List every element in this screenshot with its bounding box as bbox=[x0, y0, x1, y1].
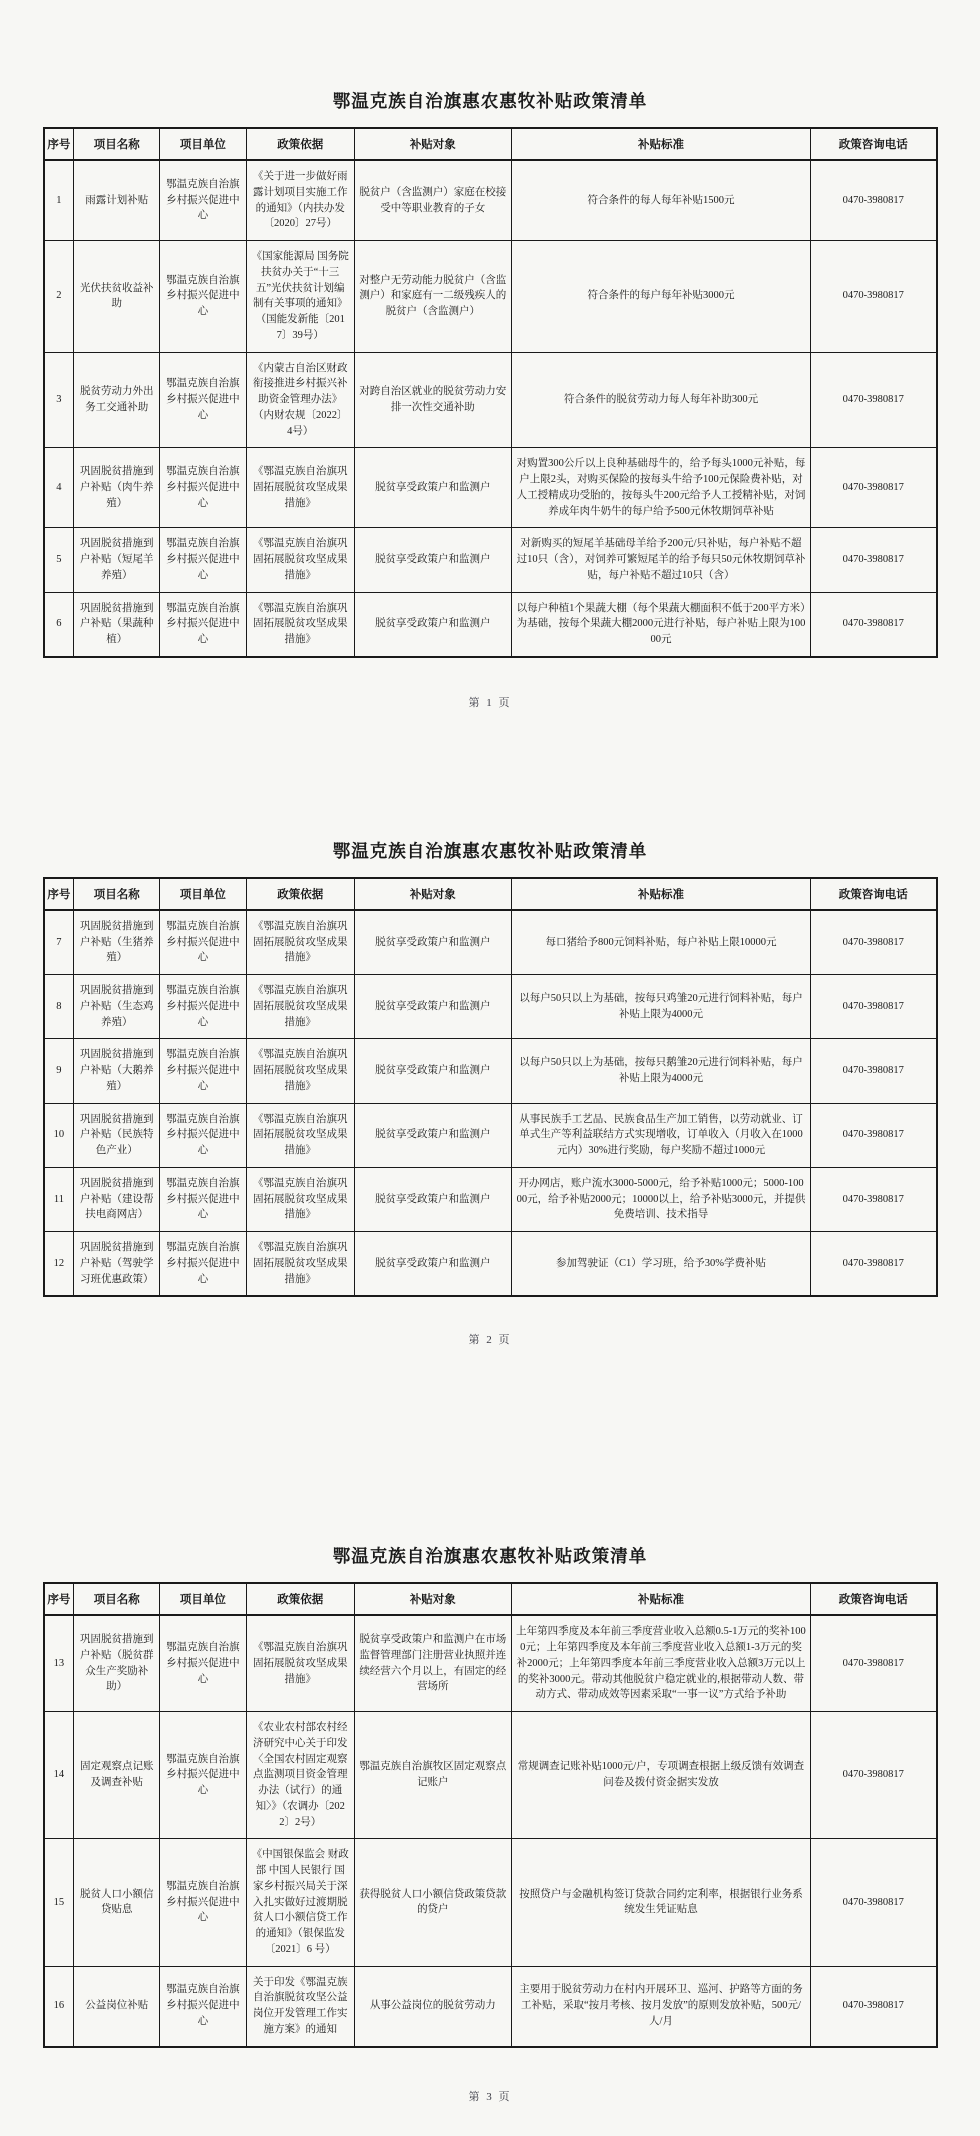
cell-subsidy-standard: 上年第四季度及本年前三季度营业收入总额0.5-1万元的奖补1000元；上年第四季度及本年前三季度营业收入总额1-3万元的奖补2000元；上年第四季度本年前三季度营业收入总额3万元以上的奖补3000元。带动其他脱贫户稳定就业的,根据带动人数、带动方式、带动成效等因素采取“一事一议”方式给予补助 bbox=[511, 1615, 810, 1711]
cell-project-name: 巩固脱贫措施到户补贴（脱贫群众生产奖励补助） bbox=[74, 1615, 160, 1711]
table-row bbox=[44, 1103, 937, 1167]
column-header-subsidy-standard: 补贴标准 bbox=[511, 128, 810, 160]
cell-row-number: 12 bbox=[44, 1232, 74, 1297]
table-row bbox=[44, 1232, 937, 1297]
cell-subsidy-target: 脱贫享受政策户和监测户 bbox=[354, 1039, 511, 1103]
column-header-subsidy-standard: 补贴标准 bbox=[511, 878, 810, 910]
cell-subsidy-standard: 符合条件的脱贫劳动力每人每年补助300元 bbox=[511, 352, 810, 448]
cell-project-unit: 鄂温克族自治旗乡村振兴促进中心 bbox=[160, 1615, 247, 1711]
table-row bbox=[44, 1167, 937, 1231]
table-row bbox=[44, 910, 937, 975]
cell-project-unit: 鄂温克族自治旗乡村振兴促进中心 bbox=[160, 910, 247, 975]
cell-subsidy-target: 脱贫享受政策户和监测户 bbox=[354, 910, 511, 975]
table-row bbox=[44, 1966, 937, 2047]
page-footer: 第 1 页 bbox=[468, 696, 512, 709]
cell-project-name: 巩固脱贫措施到户补贴（生态鸡养殖） bbox=[74, 975, 160, 1039]
cell-subsidy-standard: 对购置300公斤以上良种基础母牛的，给予每头1000元补贴，每户上限2头，对购买保险的按每头牛给予100元保险费补贴，对人工授精成功受胎的，按每头牛200元给予人工授精补贴，对饲养成年肉牛奶牛的每户给予500元休牧期饲草补贴 bbox=[511, 448, 810, 528]
column-header-policy-basis: 政策依据 bbox=[246, 1583, 354, 1615]
page-title: 鄂温克族自治旗惠农惠牧补贴政策清单 bbox=[332, 91, 648, 111]
cell-row-number: 8 bbox=[44, 975, 74, 1039]
cell-project-unit: 鄂温克族自治旗乡村振兴促进中心 bbox=[160, 1103, 247, 1167]
column-header-subsidy-target: 补贴对象 bbox=[354, 1583, 511, 1615]
column-header-policy-phone: 政策咨询电话 bbox=[811, 1583, 937, 1615]
cell-policy-phone: 0470-3980817 bbox=[811, 352, 937, 448]
cell-row-number: 2 bbox=[44, 241, 74, 353]
cell-subsidy-standard: 常规调查记账补贴1000元/户，专项调查根据上级反馈有效调查问卷及拨付资金据实发放 bbox=[511, 1712, 810, 1839]
cell-policy-phone: 0470-3980817 bbox=[811, 1712, 937, 1839]
cell-row-number: 7 bbox=[44, 910, 74, 975]
table-row bbox=[44, 448, 937, 528]
cell-project-unit: 鄂温克族自治旗乡村振兴促进中心 bbox=[160, 1966, 247, 2047]
column-header-policy-basis: 政策依据 bbox=[246, 128, 354, 160]
cell-row-number: 6 bbox=[44, 592, 74, 657]
cell-subsidy-target: 脱贫户（含监测户）家庭在校接受中等职业教育的子女 bbox=[354, 160, 511, 241]
cell-subsidy-standard: 对新购买的短尾羊基础母羊给予200元/只补贴，每户补贴不超过10只（含），对饲养可繁短尾羊的给予每只50元休牧期饲草补贴，每户补贴不超过10只（含） bbox=[511, 528, 810, 592]
cell-subsidy-standard: 每口猪给予800元饲料补贴，每户补贴上限10000元 bbox=[511, 910, 810, 975]
cell-policy-phone: 0470-3980817 bbox=[811, 592, 937, 657]
cell-policy-basis: 《内蒙古自治区财政衔接推进乡村振兴补助资金管理办法》（内财农规〔2022〕4号） bbox=[246, 352, 354, 448]
cell-policy-basis: 《鄂温克族自治旗巩固拓展脱贫攻坚成果措施》 bbox=[246, 1167, 354, 1231]
cell-subsidy-standard: 按照贷户与金融机构签订贷款合同约定利率，根据银行业务系统发生凭证贴息 bbox=[511, 1839, 810, 1966]
cell-policy-basis: 《鄂温克族自治旗巩固拓展脱贫攻坚成果措施》 bbox=[246, 528, 354, 592]
table-header-row bbox=[44, 878, 937, 910]
cell-subsidy-target: 获得脱贫人口小额信贷政策贷款的贷户 bbox=[354, 1839, 511, 1966]
cell-project-unit: 鄂温克族自治旗乡村振兴促进中心 bbox=[160, 1712, 247, 1839]
cell-policy-phone: 0470-3980817 bbox=[811, 160, 937, 241]
table-row bbox=[44, 592, 937, 657]
table-row bbox=[44, 241, 937, 353]
cell-policy-basis: 关于印发《鄂温克族自治旗脱贫攻坚公益岗位开发管理工作实施方案》的通知 bbox=[246, 1966, 354, 2047]
cell-policy-basis: 《关于进一步做好雨露计划项目实施工作的通知》（内扶办发〔2020〕27号） bbox=[246, 160, 354, 241]
column-header-subsidy-target: 补贴对象 bbox=[354, 128, 511, 160]
cell-policy-phone: 0470-3980817 bbox=[811, 975, 937, 1039]
cell-subsidy-target: 鄂温克族自治旗牧区固定观察点记账户 bbox=[354, 1712, 511, 1839]
cell-project-name: 巩固脱贫措施到户补贴（民族特色产业） bbox=[74, 1103, 160, 1167]
cell-row-number: 14 bbox=[44, 1712, 74, 1839]
cell-policy-basis: 《鄂温克族自治旗巩固拓展脱贫攻坚成果措施》 bbox=[246, 910, 354, 975]
policy-table bbox=[43, 127, 938, 658]
cell-project-unit: 鄂温克族自治旗乡村振兴促进中心 bbox=[160, 1167, 247, 1231]
column-header-policy-basis: 政策依据 bbox=[246, 878, 354, 910]
column-header-project-name: 项目名称 bbox=[74, 878, 160, 910]
cell-project-name: 巩固脱贫措施到户补贴（驾驶学习班优惠政策） bbox=[74, 1232, 160, 1297]
column-header-project-name: 项目名称 bbox=[74, 1583, 160, 1615]
cell-project-unit: 鄂温克族自治旗乡村振兴促进中心 bbox=[160, 592, 247, 657]
cell-project-name: 雨露计划补贴 bbox=[74, 160, 160, 241]
cell-subsidy-standard: 以每户种植1个果蔬大棚（每个果蔬大棚面积不低于200平方米）为基础，按每个果蔬大棚2000元进行补贴，每户补贴上限为10000元 bbox=[511, 592, 810, 657]
cell-policy-phone: 0470-3980817 bbox=[811, 1966, 937, 2047]
cell-policy-phone: 0470-3980817 bbox=[811, 1232, 937, 1297]
column-header-project-name: 项目名称 bbox=[74, 128, 160, 160]
cell-project-unit: 鄂温克族自治旗乡村振兴促进中心 bbox=[160, 1839, 247, 1966]
cell-project-unit: 鄂温克族自治旗乡村振兴促进中心 bbox=[160, 1232, 247, 1297]
column-header-project-unit: 项目单位 bbox=[160, 1583, 247, 1615]
cell-subsidy-target: 脱贫享受政策户和监测户 bbox=[354, 528, 511, 592]
column-header-row-number: 序号 bbox=[44, 1583, 74, 1615]
cell-policy-phone: 0470-3980817 bbox=[811, 528, 937, 592]
cell-project-unit: 鄂温克族自治旗乡村振兴促进中心 bbox=[160, 975, 247, 1039]
cell-policy-phone: 0470-3980817 bbox=[811, 448, 937, 528]
cell-project-name: 光伏扶贫收益补助 bbox=[74, 241, 160, 353]
cell-row-number: 9 bbox=[44, 1039, 74, 1103]
cell-project-unit: 鄂温克族自治旗乡村振兴促进中心 bbox=[160, 241, 247, 353]
column-header-policy-phone: 政策咨询电话 bbox=[811, 878, 937, 910]
cell-row-number: 5 bbox=[44, 528, 74, 592]
cell-policy-basis: 《鄂温克族自治旗巩固拓展脱贫攻坚成果措施》 bbox=[246, 1103, 354, 1167]
cell-policy-basis: 《鄂温克族自治旗巩固拓展脱贫攻坚成果措施》 bbox=[246, 1232, 354, 1297]
table-row bbox=[44, 975, 937, 1039]
cell-policy-phone: 0470-3980817 bbox=[811, 910, 937, 975]
cell-subsidy-standard: 开办网店，账户流水3000-5000元，给予补贴1000元；5000-10000元，给予补贴2000元；10000以上，给予补贴3000元，并提供免费培训、技术指导 bbox=[511, 1167, 810, 1231]
cell-subsidy-standard: 以每户50只以上为基础，按每只鹅雏20元进行饲料补贴，每户补贴上限为4000元 bbox=[511, 1039, 810, 1103]
cell-row-number: 10 bbox=[44, 1103, 74, 1167]
cell-subsidy-target: 脱贫享受政策户和监测户 bbox=[354, 592, 511, 657]
cell-policy-basis: 《鄂温克族自治旗巩固拓展脱贫攻坚成果措施》 bbox=[246, 1039, 354, 1103]
cell-subsidy-target: 脱贫享受政策户和监测户在市场监督管理部门注册营业执照并连续经营六个月以上，有固定的经营场所 bbox=[354, 1615, 511, 1711]
cell-project-name: 固定观察点记账及调查补贴 bbox=[74, 1712, 160, 1839]
cell-subsidy-target: 对整户无劳动能力脱贫户（含监测户）和家庭有一二级残疾人的脱贫户（含监测户） bbox=[354, 241, 511, 353]
cell-subsidy-standard: 参加驾驶证（C1）学习班，给予30%学费补贴 bbox=[511, 1232, 810, 1297]
column-header-subsidy-target: 补贴对象 bbox=[354, 878, 511, 910]
table-row bbox=[44, 528, 937, 592]
cell-subsidy-standard: 主要用于脱贫劳动力在村内开展环卫、巡河、护路等方面的务工补贴，采取“按月考核、按月发放”的原则发放补贴，500元/人/月 bbox=[511, 1966, 810, 2047]
policy-table bbox=[43, 877, 938, 1298]
cell-policy-phone: 0470-3980817 bbox=[811, 1615, 937, 1711]
cell-subsidy-target: 对跨自治区就业的脱贫劳动力安排一次性交通补助 bbox=[354, 352, 511, 448]
cell-policy-basis: 《鄂温克族自治旗巩固拓展脱贫攻坚成果措施》 bbox=[246, 1615, 354, 1711]
cell-project-unit: 鄂温克族自治旗乡村振兴促进中心 bbox=[160, 352, 247, 448]
cell-row-number: 11 bbox=[44, 1167, 74, 1231]
column-header-policy-phone: 政策咨询电话 bbox=[811, 128, 937, 160]
table-row bbox=[44, 1039, 937, 1103]
cell-project-name: 巩固脱贫措施到户补贴（大鹅养殖） bbox=[74, 1039, 160, 1103]
cell-project-name: 巩固脱贫措施到户补贴（肉牛养殖） bbox=[74, 448, 160, 528]
column-header-row-number: 序号 bbox=[44, 128, 74, 160]
table-row bbox=[44, 1615, 937, 1711]
cell-subsidy-target: 脱贫享受政策户和监测户 bbox=[354, 448, 511, 528]
column-header-subsidy-standard: 补贴标准 bbox=[511, 1583, 810, 1615]
document-page-1 bbox=[0, 0, 980, 710]
cell-row-number: 4 bbox=[44, 448, 74, 528]
cell-project-name: 巩固脱贫措施到户补贴（短尾羊养殖） bbox=[74, 528, 160, 592]
cell-policy-basis: 《中国银保监会 财政部 中国人民银行 国家乡村振兴局关于深入扎实做好过渡期脱贫人口小额信贷工作的通知》（银保监发〔2021〕6 号） bbox=[246, 1839, 354, 1966]
cell-row-number: 16 bbox=[44, 1966, 74, 2047]
cell-project-name: 巩固脱贫措施到户补贴（果蔬种植） bbox=[74, 592, 160, 657]
cell-subsidy-standard: 符合条件的每人每年补贴1500元 bbox=[511, 160, 810, 241]
cell-project-name: 脱贫人口小额信贷贴息 bbox=[74, 1839, 160, 1966]
cell-subsidy-target: 脱贫享受政策户和监测户 bbox=[354, 1232, 511, 1297]
cell-policy-phone: 0470-3980817 bbox=[811, 1839, 937, 1966]
page-title: 鄂温克族自治旗惠农惠牧补贴政策清单 bbox=[332, 840, 648, 861]
cell-project-unit: 鄂温克族自治旗乡村振兴促进中心 bbox=[160, 528, 247, 592]
policy-table bbox=[43, 1582, 938, 2047]
cell-subsidy-target: 脱贫享受政策户和监测户 bbox=[354, 975, 511, 1039]
page-footer: 第 3 页 bbox=[468, 2090, 512, 2103]
cell-policy-phone: 0470-3980817 bbox=[811, 241, 937, 353]
table-header-row bbox=[44, 128, 937, 160]
cell-row-number: 15 bbox=[44, 1839, 74, 1966]
cell-project-name: 公益岗位补贴 bbox=[74, 1966, 160, 2047]
cell-policy-basis: 《鄂温克族自治旗巩固拓展脱贫攻坚成果措施》 bbox=[246, 592, 354, 657]
table-row bbox=[44, 1839, 937, 1966]
cell-policy-phone: 0470-3980817 bbox=[811, 1103, 937, 1167]
cell-policy-basis: 《鄂温克族自治旗巩固拓展脱贫攻坚成果措施》 bbox=[246, 975, 354, 1039]
cell-project-name: 巩固脱贫措施到户补贴（建设帮扶电商网店） bbox=[74, 1167, 160, 1231]
cell-project-unit: 鄂温克族自治旗乡村振兴促进中心 bbox=[160, 448, 247, 528]
column-header-project-unit: 项目单位 bbox=[160, 128, 247, 160]
page-title: 鄂温克族自治旗惠农惠牧补贴政策清单 bbox=[332, 1546, 648, 1567]
table-row bbox=[44, 160, 937, 241]
cell-policy-phone: 0470-3980817 bbox=[811, 1167, 937, 1231]
cell-subsidy-target: 从事公益岗位的脱贫劳动力 bbox=[354, 1966, 511, 2047]
table-header-row bbox=[44, 1583, 937, 1615]
cell-row-number: 3 bbox=[44, 352, 74, 448]
cell-policy-basis: 《国家能源局 国务院扶贫办关于“十三五”光伏扶贫计划编制有关事项的通知》（国能发新能〔2017〕39号） bbox=[246, 241, 354, 353]
cell-subsidy-standard: 以每户50只以上为基础，按每只鸡雏20元进行饲料补贴，每户补贴上限为4000元 bbox=[511, 975, 810, 1039]
cell-subsidy-target: 脱贫享受政策户和监测户 bbox=[354, 1167, 511, 1231]
cell-policy-basis: 《农业农村部农村经济研究中心关于印发〈全国农村固定观察点监测项目资金管理办法（试行）的通知〉》（农调办〔2022〕2号） bbox=[246, 1712, 354, 1839]
cell-policy-phone: 0470-3980817 bbox=[811, 1039, 937, 1103]
page-footer: 第 2 页 bbox=[468, 1334, 512, 1347]
column-header-row-number: 序号 bbox=[44, 878, 74, 910]
document-page-2 bbox=[0, 710, 980, 1348]
cell-project-unit: 鄂温克族自治旗乡村振兴促进中心 bbox=[160, 1039, 247, 1103]
table-row bbox=[44, 1712, 937, 1839]
cell-row-number: 13 bbox=[44, 1615, 74, 1711]
cell-project-unit: 鄂温克族自治旗乡村振兴促进中心 bbox=[160, 160, 247, 241]
table-row bbox=[44, 352, 937, 448]
column-header-project-unit: 项目单位 bbox=[160, 878, 247, 910]
cell-project-name: 巩固脱贫措施到户补贴（生猪养殖） bbox=[74, 910, 160, 975]
cell-project-name: 脱贫劳动力外出务工交通补助 bbox=[74, 352, 160, 448]
cell-subsidy-standard: 从事民族手工艺品、民族食品生产加工销售，以劳动就业、订单式生产等利益联结方式实现增收，订单收入（月收入在1000元内）30%进行奖励，每户奖励不超过1000元 bbox=[511, 1103, 810, 1167]
cell-row-number: 1 bbox=[44, 160, 74, 241]
document-page-3 bbox=[0, 1347, 980, 2135]
cell-policy-basis: 《鄂温克族自治旗巩固拓展脱贫攻坚成果措施》 bbox=[246, 448, 354, 528]
cell-subsidy-standard: 符合条件的每户每年补贴3000元 bbox=[511, 241, 810, 353]
cell-subsidy-target: 脱贫享受政策户和监测户 bbox=[354, 1103, 511, 1167]
